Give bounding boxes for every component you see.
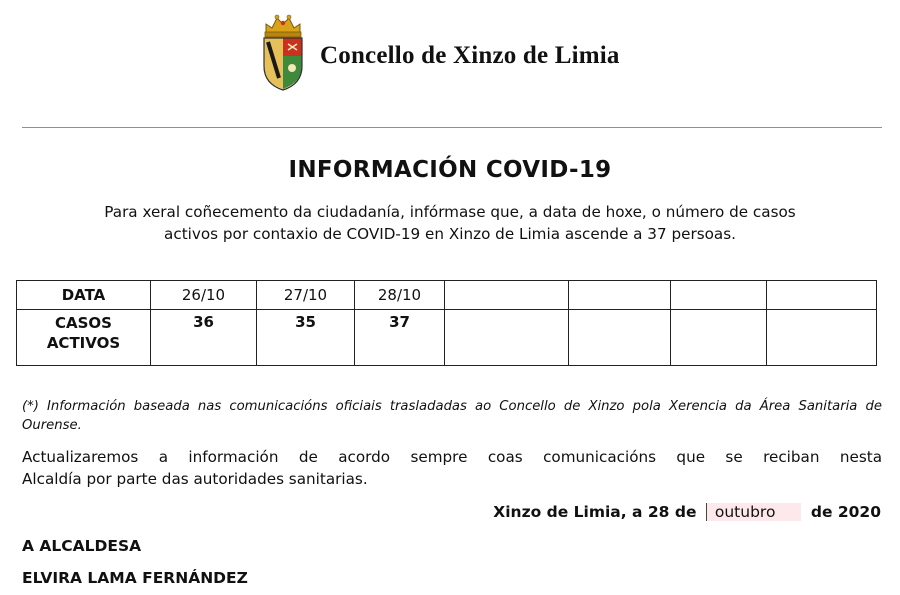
- page-title: INFORMACIÓN COVID-19: [288, 157, 612, 183]
- cases-cell: [569, 310, 671, 366]
- update-line: Actualizaremos a información de acordo sempre coas comunicacións que se reciban nesta: [22, 448, 882, 466]
- intro-paragraph: [0, 201, 900, 245]
- date-cell: [445, 281, 569, 310]
- cases-cell: [671, 310, 767, 366]
- date-header-cell: DATA: [17, 281, 151, 310]
- covid-cases-table: [16, 280, 877, 366]
- date-cell: [569, 281, 671, 310]
- dateline-prefix: Xinzo de Limia, a 28 de: [493, 503, 697, 521]
- intro-line: Para xeral coñecemento da ciudadanía, infórmase que, a data de hoxe, o número de casos: [104, 203, 796, 221]
- cases-value: [671, 310, 766, 313]
- date-cell: [767, 281, 877, 310]
- update-paragraph: [22, 446, 882, 490]
- signatory-title: A ALCALDESA: [22, 537, 142, 555]
- cases-cell: [257, 310, 355, 366]
- date-cell: [671, 281, 767, 310]
- cases-value: 36: [193, 313, 214, 331]
- cases-cell: [445, 310, 569, 366]
- cases-header-cell: [17, 310, 151, 366]
- cases-header-line: CASOS: [55, 314, 112, 332]
- update-line: Alcaldía por parte das autoridades sanitarias.: [22, 470, 368, 488]
- intro-line: activos por contaxio de COVID-19 en Xinzo de Limia ascende a 37 persoas.: [164, 225, 736, 243]
- month-form-field[interactable]: outubro: [706, 503, 802, 521]
- dateline-suffix: de 2020: [810, 503, 881, 521]
- organization-name: Concello de Xinzo de Limia: [320, 42, 620, 69]
- cases-value: 35: [295, 313, 316, 331]
- header-divider: [22, 127, 882, 128]
- date-cell: 27/10: [257, 281, 355, 310]
- cases-cell: [767, 310, 877, 366]
- cases-value: [569, 310, 670, 313]
- signatory-name: ELVIRA LAMA FERNÁNDEZ: [22, 569, 248, 587]
- cases-cell: [355, 310, 445, 366]
- cases-value: [445, 310, 568, 313]
- cases-value: 37: [389, 313, 410, 331]
- date-cell: 26/10: [151, 281, 257, 310]
- cases-value: [767, 310, 876, 313]
- cases-cell: [151, 310, 257, 366]
- cases-row: [17, 310, 877, 366]
- source-footnote: (*) Información baseada nas comunicacións oficiais trasladadas ao Concello de Xinzo pola Xerencia da Área Sanitaria de Ourense.: [22, 399, 882, 433]
- date-cell: 28/10: [355, 281, 445, 310]
- municipal-coat-of-arms-icon: [258, 12, 308, 92]
- letterhead: [0, 10, 900, 96]
- date-row: [17, 281, 877, 310]
- cases-header-line: ACTIVOS: [46, 334, 121, 352]
- dateline: [493, 503, 881, 521]
